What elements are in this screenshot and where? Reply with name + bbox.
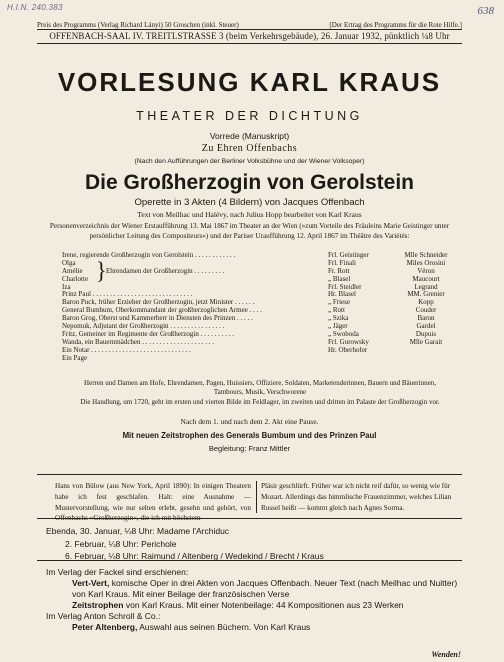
cast-row [62, 276, 462, 284]
zeitstrophen-title: Zeitstrophen [72, 600, 124, 610]
cast-role: Amélie [62, 267, 83, 275]
vorrede: Vorrede (Manuskript) [209, 131, 290, 141]
price-note: Preis des Programms (Verlag Richard Lányi) 50 Groschen (inkl. Steuer) [37, 21, 239, 29]
extras-line: Herren und Damen am Hofe, Ehrendamen, Pagen, Huissiers, Offiziere, Soldaten, Marketenderinnen, Bauern und Bäuerinnen, Tambours, Musik, Verschworene [84, 379, 436, 396]
price-row [37, 21, 462, 29]
begleitung-line: Begleitung: Franz Mittler [208, 444, 291, 453]
cast-row [62, 355, 462, 363]
event-item: 6. Februar, ¼8 Uhr: Raimund / Altenberg / Wedekind / Brecht / Kraus [65, 551, 324, 561]
cast-actor-vienna: Frl. Gurowsky [328, 338, 369, 346]
altenberg-entry [46, 622, 466, 633]
bio-quote-left: Hans von Bülow (aus New York, April 1890): In einigen Theatern habe ich fest geschlafen. Halt: eine Ausnahme — Mustervorstellung, wie nur selten erlebt, gesehn und gehört, von Offenbachs »Großherzogin«, die ich mit höchstem [55, 482, 251, 523]
cast-list [62, 252, 462, 362]
cast-role: Wanda, ein Bauernmädchen . . . . . . . . . . . . . . . . . . . . . [62, 338, 215, 346]
proceeds-note: [Der Ertrag des Programms für die Rote Hilfe.] [329, 21, 462, 29]
handlung-line: Die Handlung, um 1720, geht im ersten und vierten Bilde im Feldlager, im zweiten und dritten im Palaste der Großherzogin vor. [80, 398, 440, 406]
cast-actor-paris: Legrand [414, 283, 438, 291]
cast-role: Baron Grog, Oberst und Kammerherr in Diensten des Prinzen . . . . . [62, 315, 253, 323]
brace-label: Ehrendamen der Großherzogin . . . . . . . . . [106, 267, 225, 275]
cast-actor-paris: Dupuis [415, 330, 437, 338]
cast-actor-vienna: „ Blasel [328, 275, 351, 283]
cast-role: Prinz Paul . . . . . . . . . . . . . . . . . . . . . . . . . . . . . [62, 291, 193, 299]
cast-role: Fritz, Gemeiner im Regimente der Großherzogin . . . . . . . . . . [62, 330, 234, 338]
personen-verzeichnis: Personenverzeichnis der Wiener Erstaufführung 13. Mai 1867 im Theater an der Wien (»zum Vorteile des Fräuleins Marie Geistinger unter persönlicher Leitung des Compositeurs«) und der Pariser Uraufführung 12. April 1867 im Théâtre des Variétés: [49, 222, 450, 240]
cast-role: Ein Notar . . . . . . . . . . . . . . . . . . . . . . . . . . . . . [62, 346, 191, 354]
nach-line: (Nach den Aufführungen der Berliner Volksbühne und der Wiener Volksoper) [134, 158, 365, 165]
cast-role: Baron Puck, früher Erzieher der Großherzogin, jetzt Minister . . . . . . [62, 299, 255, 307]
event-item: Ebenda, 30. Januar, ¼8 Uhr: Madame l'Archiduc [46, 526, 230, 536]
vert-vert-title: Vert-Vert, [72, 578, 110, 588]
cast-row [62, 323, 462, 331]
bio-quote-right: Pläsir geschlürft. Früher war ich nicht reif dafür, so wenig wie für Mozart. Allerdings das himmlische Frauenzimmer, welches Lilian Russel heißt — kommt gleich nach Agnes Sorma. [256, 481, 457, 513]
cast-actor-vienna: „ Friese [328, 299, 350, 307]
event-item: 2. Februar, ¼8 Uhr: Perichole [65, 538, 177, 549]
cast-actor-vienna: „ Swoboda [328, 330, 359, 338]
cast-actor-paris: Couder [415, 307, 437, 315]
text-credit: Text von Meilhac und Halévy, nach Julius Hopp bearbeitet von Karl Kraus [137, 210, 362, 219]
cast-actor-vienna [328, 355, 390, 363]
page-number: 638 [477, 5, 494, 17]
cast-role: Nepomuk, Adjutant der Großherzogin . . . . . . . . . . . . . . . . [62, 323, 225, 331]
pause-line: Nach dem 1. und nach dem 2. Akt eine Pause. [180, 417, 319, 426]
cast-actor-paris: Véron [417, 267, 435, 275]
fackel-rule [37, 560, 462, 561]
altenberg-title: Peter Altenberg, [72, 622, 138, 632]
turn-page-note: Wenden! [431, 650, 461, 659]
venue-rule [37, 43, 462, 44]
top-rule [37, 29, 462, 30]
cast-row [62, 299, 462, 307]
cast-actor-paris: Mlle Garait [409, 338, 443, 346]
altenberg-desc: Auswahl aus seinen Büchern. Von Karl Kraus [139, 622, 311, 632]
cast-actor-paris: Miles Orosini [406, 259, 446, 267]
cast-role: Irene, regierende Großherzogin von Gerolstein . . . . . . . . . . . . [62, 252, 236, 259]
cast-actor-paris: Mlle Schneider [404, 252, 448, 259]
cast-row [62, 307, 462, 315]
page-subtitle: THEATER DER DICHTUNG [136, 109, 363, 123]
cast-role: Ein Page [62, 354, 88, 362]
zeitstrophen-line: Mit neuen Zeitstrophen des Generals Bumbum und des Prinzen Paul [122, 431, 377, 440]
cast-role: Olga [62, 259, 76, 267]
archive-mark: H.I.N. 240.383 [7, 3, 63, 12]
cast-actor-vienna: „ Rott [328, 307, 345, 315]
cast-row [62, 315, 462, 323]
cast-row [62, 291, 462, 299]
cast-actor-vienna: Hr. Oberhofer [328, 346, 368, 354]
operette-line: Operette in 3 Akten (4 Bildern) von Jacques Offenbach [134, 197, 365, 208]
cast-actor-paris [390, 355, 462, 363]
cast-actor-vienna: „ Szika [328, 315, 349, 323]
cast-row [62, 331, 462, 339]
ehren-line: Zu Ehren Offenbachs [201, 143, 298, 154]
cast-actor-vienna: Hr. Blasel [328, 291, 356, 299]
vert-vert-entry [46, 578, 466, 600]
schroll-intro: Im Verlag Anton Schroll & Co.: [46, 611, 161, 621]
cast-actor-paris: Kopp [418, 299, 434, 307]
cast-actor-paris: Gardel [416, 323, 436, 331]
venue-line: OFFENBACH-SAAL IV. TREITLSTRASSE 3 (beim Verkehrsgebäude), 26. Januar 1932, pünktlich ¼8 Uhr [49, 31, 450, 41]
events-rule [37, 518, 462, 519]
cast-row [62, 252, 462, 260]
page-title: VORLESUNG KARL KRAUS [57, 67, 442, 97]
brace-mark: } [96, 256, 107, 285]
cast-role: Iza [62, 283, 71, 291]
cast-actor-paris: MM. Grenier [407, 291, 445, 299]
vert-vert-desc: komische Oper in drei Akten von Jacques Offenbach. Neuer Text (nach Meilhac und Nuitter) von Karl Kraus. Mit einer Beilage der französischen Verse [72, 578, 458, 599]
cast-row [62, 347, 462, 355]
cast-actor-paris: Maucourt [412, 275, 440, 283]
cast-actor-vienna: Frl. Finali [328, 259, 357, 267]
cast-row [62, 284, 462, 292]
zeitstrophen-desc: von Karl Kraus. Mit einer Notenbeilage: 44 Kompositionen aus 23 Werken [125, 600, 404, 610]
cast-actor-vienna: Frl. Steidler [328, 283, 362, 291]
cast-role: Charlotte [62, 275, 89, 283]
cast-actor-paris [390, 347, 462, 355]
fackel-intro: Im Verlag der Fackel sind erschienen: [46, 567, 189, 577]
zeitstrophen-entry [46, 600, 466, 611]
cast-actor-vienna: Frl. Geistinger [328, 252, 369, 259]
cast-role: General Bumbum, Oberkommandant der großherzoglichen Armee . . . . [62, 307, 262, 315]
bio-rule [37, 474, 462, 475]
cast-actor-vienna: „ Jäger [328, 323, 348, 331]
play-title: Die Großherzogin von Gerolstein [84, 171, 415, 194]
events-list [46, 525, 324, 563]
cast-row [62, 339, 462, 347]
cast-actor-vienna: Fr. Rott [328, 267, 350, 275]
cast-actor-paris: Baron [417, 315, 435, 323]
fackel-section [46, 567, 466, 633]
